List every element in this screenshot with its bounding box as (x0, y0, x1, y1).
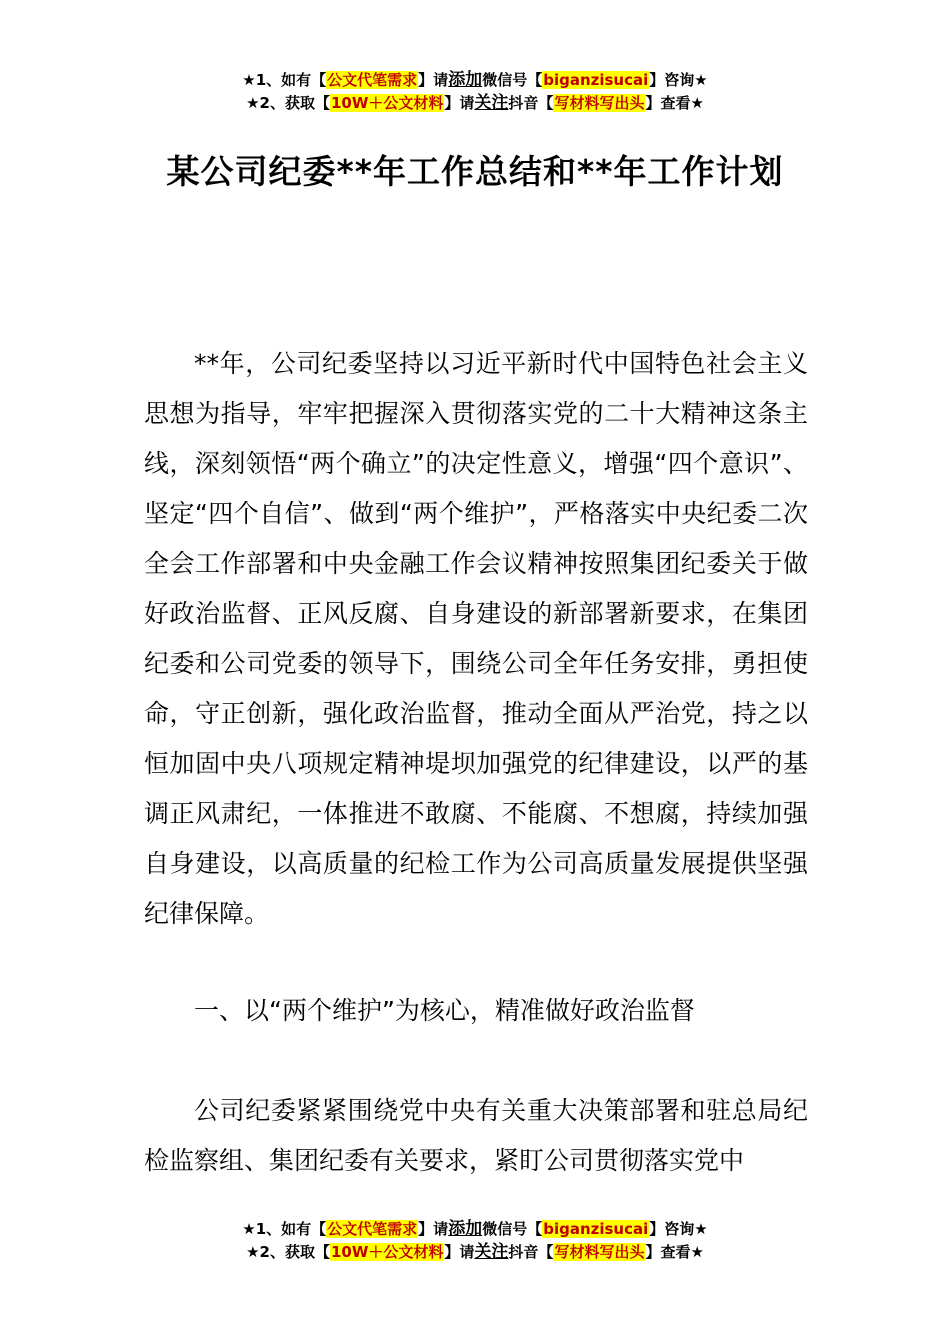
body-paragraph: **年，公司纪委坚持以习近平新时代中国特色社会主义思想为指导，牢牢把握深入贯彻落实党的二十大精神这条主线，深刻领悟“两个确立”的决定性意义，增强“四个意识”、坚定“四个自信”、做到“两个维护”，严格落实中央纪委二次全会工作部署和中央金融工作会议精神按照集团纪委关于做好政治监督、正风反腐、自身建设的新部署新要求，在集团纪委和公司党委的领导下，围绕公司全年任务安排，勇担使命，守正创新，强化政治监督，推动全面从严治党，持之以恒加固中央八项规定精神堤坝加强党的纪律建设，以严的基调正风肃纪，一体推进不敢腐、不能腐、不想腐，持续加强自身建设，以高质量的纪检工作为公司高质量发展提供坚强纪律保障。 (144, 349, 808, 928)
banner-text: 】咨询★ (649, 1220, 708, 1238)
top-banner (0, 69, 950, 115)
banner-text: 】查看★ (645, 94, 704, 112)
banner-underlined: 添加 (448, 70, 483, 90)
banner-highlight: 10W＋公文材料 (330, 94, 444, 112)
banner-text: 】请 (418, 71, 449, 89)
banner-highlight: biganzisucai (543, 1220, 649, 1238)
banner-highlight: 10W＋公文材料 (330, 1243, 444, 1261)
banner-highlight: 公文代笔需求 (327, 1220, 418, 1238)
bottom-banner (0, 1218, 950, 1264)
banner-line-2 (0, 1241, 950, 1264)
section-heading: 一、以“两个维护”为核心，精准做好政治监督 (194, 996, 695, 1025)
banner-line-1 (0, 69, 950, 92)
body-paragraph: 公司纪委紧紧围绕党中央有关重大决策部署和驻总局纪检监察组、集团纪委有关要求，紧盯公司贯彻落实党中 (144, 1096, 808, 1175)
banner-underlined: 关注 (474, 1242, 509, 1262)
banner-text: ★1、如有【 (242, 71, 327, 89)
banner-text: 】请 (444, 1243, 475, 1261)
banner-highlight: 写材料写出头 (554, 94, 645, 112)
banner-underlined: 添加 (448, 1219, 483, 1239)
banner-text: 微信号【 (482, 1220, 543, 1238)
banner-line-2 (0, 92, 950, 115)
banner-text: 微信号【 (482, 71, 543, 89)
banner-text: 】查看★ (645, 1243, 704, 1261)
banner-highlight: biganzisucai (543, 71, 649, 89)
banner-text: ★2、获取【 (246, 94, 330, 112)
banner-text: 】请 (418, 1220, 449, 1238)
banner-text: 抖音【 (508, 94, 554, 112)
banner-line-1 (0, 1218, 950, 1241)
banner-highlight: 公文代笔需求 (327, 71, 418, 89)
banner-underlined: 关注 (474, 93, 509, 113)
banner-text: 】请 (444, 94, 475, 112)
document-title: 某公司纪委**年工作总结和**年工作计划 (166, 152, 784, 191)
banner-text: 】咨询★ (649, 71, 708, 89)
banner-text: ★2、获取【 (246, 1243, 330, 1261)
banner-text: ★1、如有【 (242, 1220, 327, 1238)
banner-text: 抖音【 (508, 1243, 554, 1261)
banner-highlight: 写材料写出头 (554, 1243, 645, 1261)
